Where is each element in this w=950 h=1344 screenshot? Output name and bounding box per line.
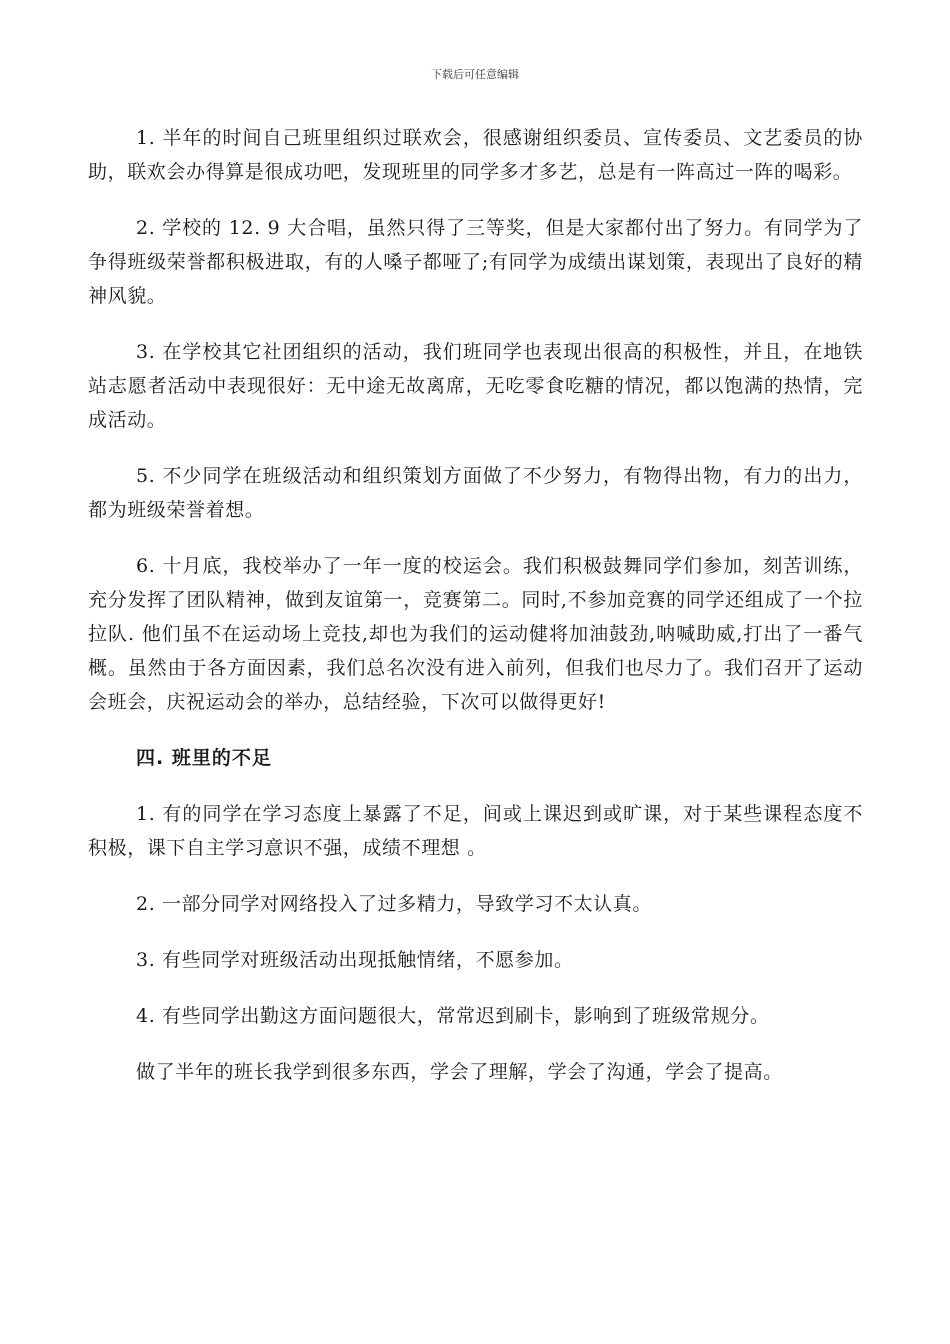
paragraph-item-5: 5. 不少同学在班级活动和组织策划方面做了不少努力，有物得出物，有力的出力，都为班级荣誉着想。 bbox=[88, 465, 863, 521]
closing-paragraph: 做了半年的班长我学到很多东西，学会了理解，学会了沟通，学会了提高。 bbox=[136, 1061, 783, 1083]
shortcoming-item-3: 3. 有些同学对班级活动出现抵触情绪，不愿参加。 bbox=[136, 949, 574, 971]
paragraph-item-2: 2. 学校的 12. 9 大合唱，虽然只得了三等奖，但是大家都付出了努力。有同学为了争得班级荣誉都积极进取，有的人嗓子都哑了;有同学为成绩出谋划策，表现出了良好的精神风貌。 bbox=[88, 217, 863, 307]
shortcoming-item-4: 4. 有些同学出勤这方面问题很大，常常迟到刷卡，影响到了班级常规分。 bbox=[136, 1005, 770, 1027]
paragraph-item-1: 1. 半年的时间自己班里组织过联欢会，很感谢组织委员、宣传委员、文艺委员的协助，联欢会办得算是很成功吧，发现班里的同学多才多艺，总是有一阵高过一阵的喝彩。 bbox=[88, 127, 863, 183]
paragraph-item-6: 6. 十月底，我校举办了一年一度的校运会。我们积极鼓舞同学们参加，刻苦训练，充分发挥了团队精神，做到友谊第一，竞赛第二。同时,不参加竞赛的同学还组成了一个拉拉队. 他们虽不在运动场上竞技,却也为我们的运动健将加油鼓劲,呐喊助威,打出了一番气概。虽然由于各方面因素，我们总名次没有进入前列，但我们也尽力了。我们召开了运动会班会，庆祝运动会的举办，总结经验，下次可以做得更好! bbox=[88, 555, 863, 713]
shortcoming-item-2: 2. 一部分同学对网络投入了过多精力，导致学习不太认真。 bbox=[136, 893, 652, 915]
page-header: 下载后可任意编辑 bbox=[431, 68, 519, 81]
paragraph-item-3: 3. 在学校其它社团组织的活动，我们班同学也表现出很高的积极性，并且，在地铁站志愿者活动中表现很好：无中途无故离席，无吃零食吃糖的情况，都以饱满的热情，完成活动。 bbox=[88, 341, 863, 431]
shortcoming-item-1: 1. 有的同学在学习态度上暴露了不足，间或上课迟到或旷课，对于某些课程态度不积极，课下自主学习意识不强，成绩不理想 。 bbox=[88, 803, 863, 859]
document-body bbox=[88, 121, 863, 1111]
section-heading: 四. 班里的不足 bbox=[136, 747, 272, 769]
